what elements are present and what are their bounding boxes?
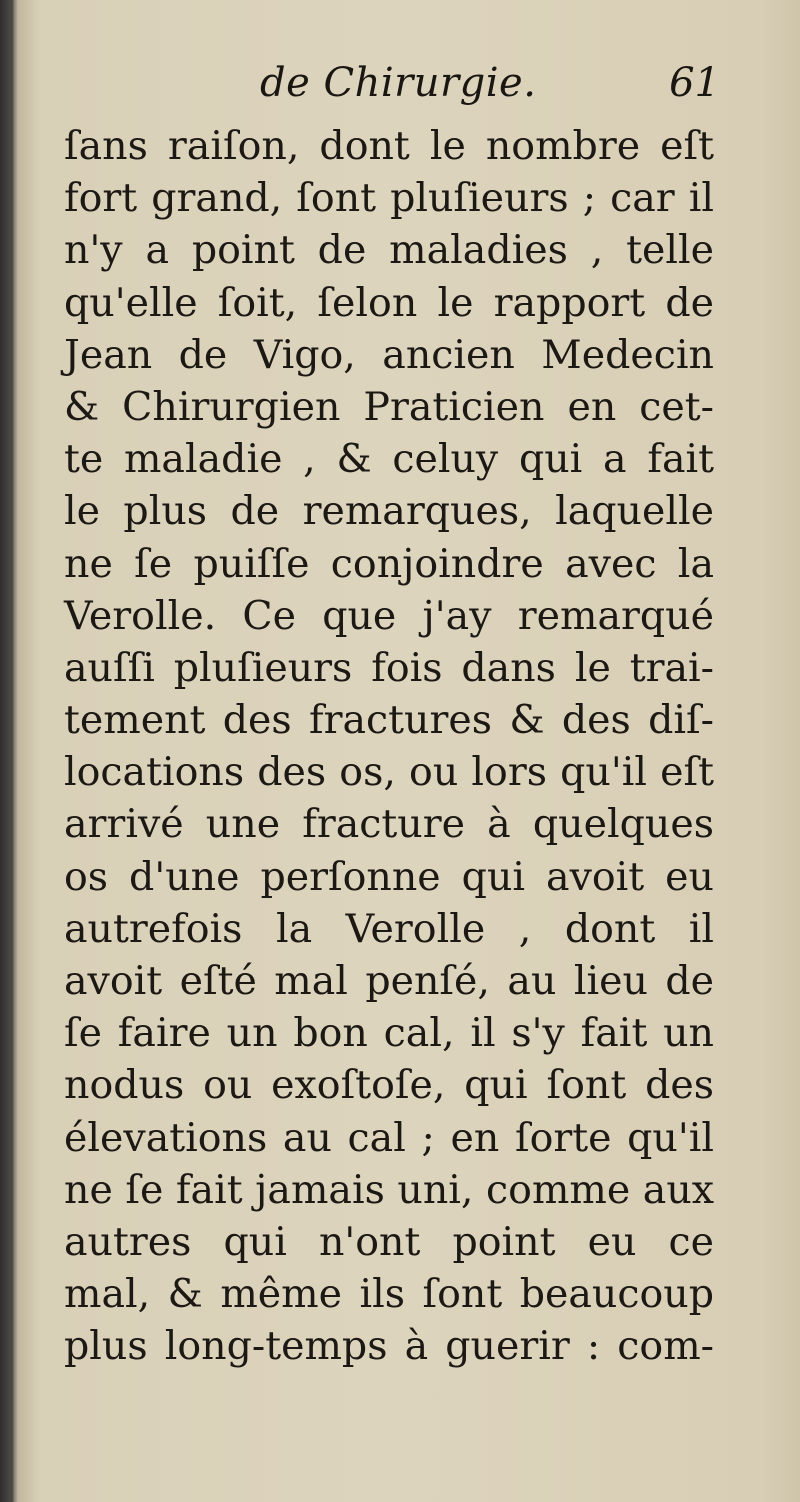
- text-line: arrivé une fracture à quelques: [64, 801, 714, 848]
- text-line: Jean de Vigo, ancien Medecin: [64, 331, 714, 378]
- text-line: fort grand, ſont pluſieurs ; car il: [64, 175, 714, 222]
- text-line: auſſi pluſieurs fois dans le trai-: [64, 644, 714, 691]
- text-line: le plus de remarques, laquelle: [64, 488, 714, 535]
- text-line: élevations au cal ; en ſorte qu'il: [64, 1114, 714, 1161]
- binding-edge: [0, 0, 18, 1502]
- text-line: n'y a point de maladies , telle: [64, 227, 714, 274]
- text-line: ne ſe puiſſe conjoindre avec la: [64, 540, 714, 587]
- running-title: de Chirurgie.: [260, 60, 537, 106]
- text-line: autrefois la Verolle , dont il: [64, 905, 714, 952]
- text-line: ſe faire un bon cal, il s'y fait un: [64, 1010, 714, 1057]
- text-line: Verolle. Ce que j'ay remarqué: [64, 592, 714, 639]
- text-line: nodus ou exoſtoſe, qui ſont des: [64, 1062, 714, 1109]
- text-line: ne ſe fait jamais uni, comme aux: [64, 1166, 715, 1213]
- page-header: [60, 60, 720, 120]
- text-line: mal, & même ils ſont beaucoup: [64, 1271, 714, 1318]
- text-line: te maladie , & celuy qui a fait: [64, 436, 714, 483]
- text-line: locations des os, ou lors qu'il eſt: [64, 749, 714, 796]
- text-line: qu'elle ſoit, ſelon le rapport de: [64, 279, 714, 326]
- text-line: tement des fractures & des diſ-: [64, 697, 714, 744]
- text-line: ſans raiſon, dont le nombre eſt: [64, 123, 714, 169]
- text-line: plus long-temps à guerir : com-: [64, 1323, 714, 1370]
- text-line: & Chirurgien Praticien en cet-: [64, 383, 714, 430]
- body-text: [64, 120, 714, 1373]
- text-line: avoit eſté mal penſé, au lieu de: [64, 958, 714, 1004]
- page-number: 61: [669, 60, 720, 106]
- text-line: os d'une perſonne qui avoit eu: [64, 853, 714, 900]
- text-line: autres qui n'ont point eu ce: [64, 1218, 714, 1265]
